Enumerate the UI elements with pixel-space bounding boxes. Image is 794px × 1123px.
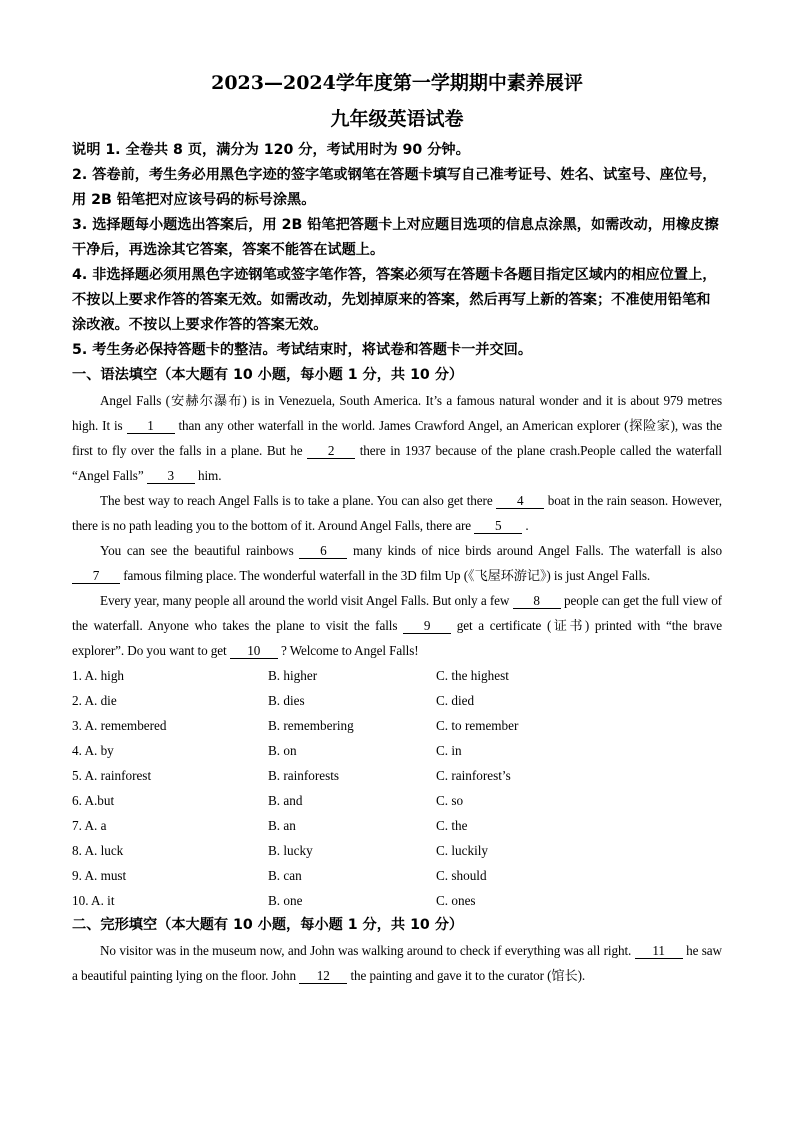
answer-blank: 10	[230, 643, 278, 659]
passage-text: You can see the beautiful rainbows	[100, 543, 300, 558]
options-list	[72, 663, 722, 913]
passage-text: boat in the rain season. However, there is no path leading you to the bottom of it. Around Angel Falls, there are	[72, 493, 723, 533]
option-c: C. luckily	[436, 843, 489, 858]
passage-text: him.	[194, 468, 222, 483]
option-b: B. one	[268, 893, 303, 908]
instruction-item: 说明 1. 全卷共 8 页，满分为 120 分，考试用时为 90 分钟。	[72, 142, 470, 158]
option-b: B. an	[268, 818, 296, 833]
option-b: B. dies	[268, 693, 305, 708]
passage-text: ? Welcome to Angel Falls!	[277, 643, 419, 658]
passage-text: No visitor was in the museum now, and John was walking around to check if everything was all right.	[100, 943, 635, 958]
option-row	[72, 738, 722, 763]
option-b: B. higher	[268, 668, 318, 683]
passage-text: Angel Falls (安赫尔瀑布) is in Venezuela, South America. It’s a famous natural wonder and it is about 979 metres high. It is	[72, 393, 722, 433]
option-a: 10. A. it	[72, 893, 115, 908]
passage-paragraph	[72, 538, 722, 588]
exam-page	[72, 70, 722, 988]
answer-blank: 1	[127, 418, 175, 434]
option-row	[72, 713, 722, 738]
instruction-item: 3. 选择题每小题选出答案后，用 2B 铅笔把答题卡上对应题目选项的信息点涂黑，如需改动，用橡皮擦干净后，再选涂其它答案，答案不能答在试题上。	[72, 217, 719, 258]
instruction-item: 5. 考生务必保持答题卡的整洁。考试结束时，将试卷和答题卡一并交回。	[72, 342, 533, 358]
answer-blank: 8	[513, 593, 561, 609]
option-c: C. died	[436, 693, 475, 708]
section-heading-cloze: 二、完形填空（本大题有 10 小题，每小题 1 分，共 10 分）	[72, 917, 464, 933]
option-a: 7. A. a	[72, 818, 107, 833]
option-row	[72, 663, 722, 688]
option-row	[72, 763, 722, 788]
passage-text: the painting and gave it to the curator (馆长).	[347, 968, 586, 983]
option-row	[72, 813, 722, 838]
option-row	[72, 888, 722, 913]
exam-subtitle: 九年级英语试卷	[330, 108, 464, 130]
option-a: 5. A. rainforest	[72, 768, 152, 783]
answer-blank: 6	[299, 543, 347, 559]
option-a: 9. A. must	[72, 868, 127, 883]
section-heading-grammar: 一、语法填空（本大题有 10 小题，每小题 1 分，共 10 分）	[72, 367, 464, 383]
instruction-item: 4. 非选择题必须用黑色字迹钢笔或签字笔作答，答案必须写在答题卡各题目指定区域内的相应位置上，不按以上要求作答的答案无效。如需改动，先划掉原来的答案，然后再写上新的答案；不准使用铅笔和涂改液。不按以上要求作答的答案无效。	[72, 267, 717, 333]
option-row	[72, 838, 722, 863]
answer-blank: 7	[72, 568, 120, 584]
answer-blank: 11	[635, 943, 683, 959]
passage-text: famous filming place. The wonderful waterfall in the 3D film Up (《飞屋环游记》) is just Angel Falls.	[120, 568, 651, 583]
option-b: B. rainforests	[268, 768, 340, 783]
option-c: C. ones	[436, 893, 476, 908]
answer-blank: 2	[307, 443, 355, 459]
answer-blank: 3	[147, 468, 195, 484]
option-c: C. rainforest’s	[436, 768, 511, 783]
option-row	[72, 788, 722, 813]
passage-text: people can get the full view of the waterfall. Anyone who takes the plane to visit the falls	[72, 593, 722, 633]
passage-text: than any other waterfall in the world. James Crawford Angel, an American explorer (探险家), was the first to fly over the falls in a plane. But he	[72, 418, 722, 458]
option-a: 8. A. luck	[72, 843, 124, 858]
option-c: C. in	[436, 743, 462, 758]
answer-blank: 4	[496, 493, 544, 509]
passage-text: .	[522, 518, 529, 533]
passage-text: he saw a beautiful painting lying on the floor. John	[72, 943, 722, 983]
option-b: B. on	[268, 743, 297, 758]
instruction-item: 2. 答卷前，考生务必用黑色字迹的签字笔或钢笔在答题卡填写自己准考证号、姓名、试室号、座位号，用 2B 铅笔把对应该号码的标号涂黑。	[72, 167, 717, 208]
passage-text: The best way to reach Angel Falls is to take a plane. You can also get there	[100, 493, 497, 508]
instructions	[72, 138, 722, 363]
exam-title: 2023—2024学年度第一学期期中素养展评	[211, 72, 583, 94]
passage-paragraph	[72, 388, 722, 488]
option-b: B. and	[268, 793, 303, 808]
passage-text: get a certificate (证书) printed with “the brave explorer”. Do you want to get	[72, 618, 722, 658]
option-c: C. so	[436, 793, 464, 808]
passage-text: Every year, many people all around the world visit Angel Falls. But only a few	[100, 593, 513, 608]
passage-text: there in 1937 because of the plane crash.People called the waterfall “Angel Falls”	[72, 443, 722, 483]
answer-blank: 5	[474, 518, 522, 534]
option-c: C. the	[436, 818, 468, 833]
option-a: 6. A.but	[72, 793, 115, 808]
option-c: C. should	[436, 868, 487, 883]
option-a: 2. A. die	[72, 693, 117, 708]
option-c: C. to remember	[436, 718, 519, 733]
option-b: B. remembering	[268, 718, 354, 733]
option-row	[72, 863, 722, 888]
option-a: 4. A. by	[72, 743, 114, 758]
option-b: B. can	[268, 868, 302, 883]
option-b: B. lucky	[268, 843, 313, 858]
answer-blank: 9	[403, 618, 451, 634]
option-c: C. the highest	[436, 668, 509, 683]
answer-blank: 12	[299, 968, 347, 984]
option-a: 1. A. high	[72, 668, 125, 683]
option-row	[72, 688, 722, 713]
passage-text: many kinds of nice birds around Angel Falls. The waterfall is also	[347, 543, 722, 558]
option-a: 3. A. remembered	[72, 718, 167, 733]
passage-paragraph	[72, 488, 722, 538]
passage-paragraph	[72, 588, 722, 663]
passage-paragraph	[72, 938, 722, 988]
